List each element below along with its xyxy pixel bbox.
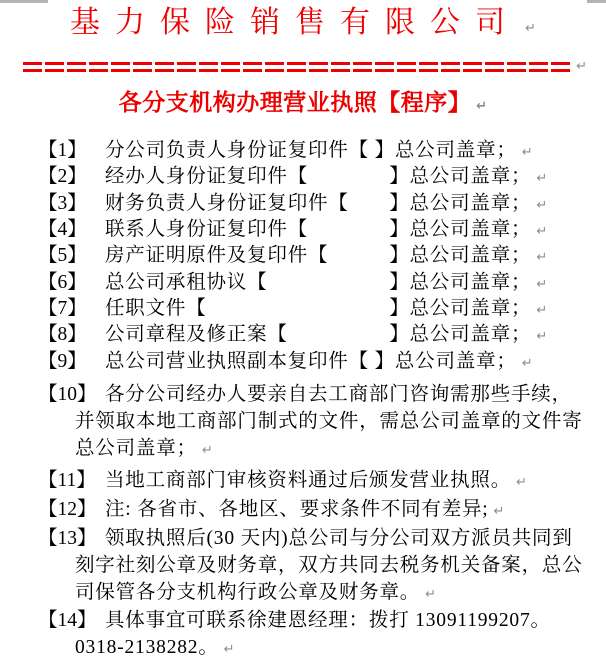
item-text: 总公司承租协议【 】总公司盖章； <box>105 271 532 293</box>
company-title <box>0 0 606 47</box>
item-line <box>38 468 606 497</box>
paragraph-mark-icon: ↵ <box>536 197 548 213</box>
item-number: 【11】 <box>38 470 96 492</box>
item-number: 【6】 <box>38 271 87 293</box>
item-number: 【7】 <box>38 298 87 320</box>
item-text: 刻字社刻公章及财务章，双方共同去税务机关备案，总公 <box>75 554 583 576</box>
item-line <box>38 608 606 635</box>
company-title-text: 基力保险销售有限公司 <box>70 6 521 39</box>
item-text: 总公司营业执照副本复印件【 】总公司盖章； <box>105 350 517 372</box>
paragraph-mark-icon: ↵ <box>223 642 235 658</box>
item-line <box>38 409 606 436</box>
item-line <box>38 526 606 553</box>
item-line <box>38 382 606 409</box>
paragraph-mark-icon: ↵ <box>521 355 533 371</box>
list-item-8 <box>0 323 606 349</box>
paragraph-mark-icon: ↵ <box>536 224 548 240</box>
item-line <box>38 244 606 270</box>
list-item-1 <box>0 139 606 165</box>
paragraph-mark-icon: ↵ <box>476 99 488 114</box>
page-edge-left <box>0 0 48 3</box>
paragraph-mark-icon: ↵ <box>536 303 548 319</box>
item-text: 联系人身份证复印件【 】总公司盖章； <box>105 219 532 241</box>
paragraph-mark-icon: ↵ <box>493 504 505 520</box>
item-text: 并领取本地工商部门制式的文件，需总公司盖章的文件寄 <box>75 410 583 432</box>
list-item-2 <box>0 165 606 191</box>
paragraph-mark-icon: ↵ <box>536 171 548 187</box>
list-item-9 <box>0 350 606 376</box>
item-text: 房产证明原件及复印件【 】总公司盖章； <box>105 245 532 267</box>
item-text: 经办人身份证复印件【 】总公司盖章； <box>105 166 532 188</box>
item-number: 【3】 <box>38 192 87 214</box>
list-item-10 <box>0 382 606 464</box>
item-number: 【9】 <box>38 350 87 372</box>
list-item-4 <box>0 218 606 244</box>
item-text: 财务负责人身份证复印件【 】总公司盖章； <box>105 192 532 214</box>
item-line <box>38 580 606 609</box>
item-number: 【5】 <box>38 245 87 267</box>
item-text: 总公司盖章； <box>75 437 197 459</box>
procedure-list <box>0 139 606 664</box>
paragraph-mark-icon: ↵ <box>536 329 548 345</box>
item-line <box>38 165 606 191</box>
item-text: 具体事宜可联系徐建恩经理：拨打 13091199207。 <box>105 610 551 632</box>
item-number: 【2】 <box>38 166 87 188</box>
item-line <box>38 192 606 218</box>
item-line <box>38 297 606 323</box>
item-number: 【4】 <box>38 219 87 241</box>
section-title <box>0 88 606 121</box>
paragraph-mark-icon: ↵ <box>536 250 548 266</box>
item-text: 各分公司经办人要亲自去工商部门咨询需那些手续， <box>105 384 572 406</box>
item-line <box>38 553 606 580</box>
item-text: 0318-2138282。 <box>75 637 219 659</box>
paragraph-mark-icon: ↵ <box>525 21 536 36</box>
item-number: 【8】 <box>38 324 87 346</box>
item-line <box>38 139 606 165</box>
paragraph-mark-icon: ↵ <box>536 276 548 292</box>
paragraph-mark-icon: ↵ <box>425 586 437 602</box>
list-item-11 <box>0 468 606 497</box>
list-item-7 <box>0 297 606 323</box>
item-number: 【14】 <box>38 610 97 632</box>
separator-top-bar <box>23 62 571 65</box>
item-number: 【1】 <box>38 140 87 161</box>
item-number: 【12】 <box>38 499 97 521</box>
list-item-14 <box>0 608 606 664</box>
page-edge-right <box>587 0 606 3</box>
separator-bottom-bar <box>23 69 571 72</box>
item-line <box>38 350 606 376</box>
item-text: 司保管各分支机构行政公章及财务章。 <box>75 581 421 603</box>
item-text: 当地工商部门审核资料通过后颁发营业执照。 <box>105 470 512 492</box>
item-line <box>38 323 606 349</box>
item-text: 分公司负责人身份证复印件【 】总公司盖章； <box>105 140 517 161</box>
item-number: 【13】 <box>38 528 97 550</box>
list-item-6 <box>0 271 606 297</box>
item-line <box>38 497 606 526</box>
item-line <box>38 436 606 465</box>
item-text: 领取执照后(30 天内)总公司与分公司双方派员共同到 <box>105 528 573 550</box>
item-text: 注: 各省市、各地区、要求条件不同有差异; <box>105 499 489 521</box>
section-title-text: 各分支机构办理营业执照【程序】 <box>118 90 472 115</box>
item-text: 公司章程及修正案【 】总公司盖章； <box>105 324 532 346</box>
list-item-12 <box>0 497 606 526</box>
paragraph-mark-icon: ↵ <box>516 475 527 491</box>
item-line <box>38 635 606 664</box>
list-item-5 <box>0 244 606 270</box>
item-line <box>38 218 606 244</box>
item-number: 【10】 <box>38 384 97 406</box>
paragraph-mark-icon: ↵ <box>576 59 587 74</box>
item-line <box>38 271 606 297</box>
paragraph-mark-icon: ↵ <box>201 442 213 458</box>
list-item-13 <box>0 526 606 608</box>
list-item-3 <box>0 192 606 218</box>
paragraph-mark-icon: ↵ <box>521 145 533 160</box>
item-text: 任职文件【 】总公司盖章； <box>105 298 532 320</box>
double-rule-separator <box>23 59 587 74</box>
